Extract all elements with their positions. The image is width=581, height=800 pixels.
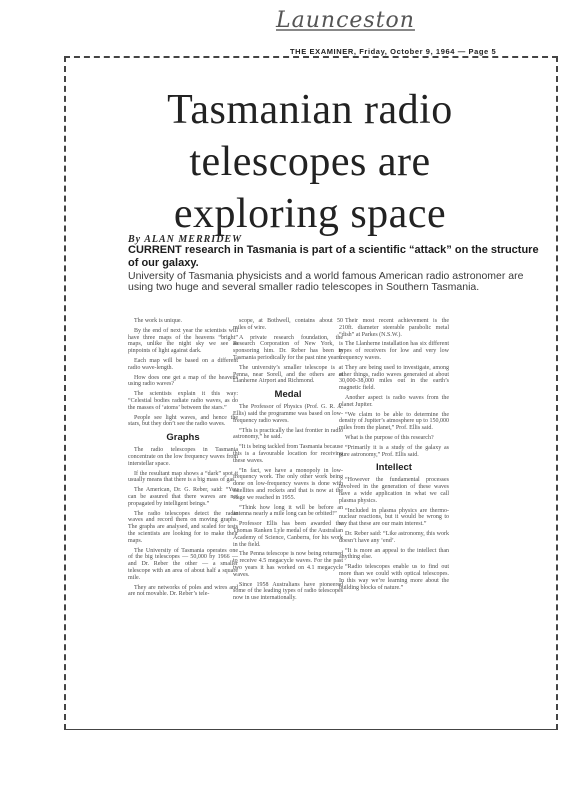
- paragraph: “However the fundamental processes involved in the generation of these waves have a wide application in what we call plasma physics.: [339, 477, 449, 504]
- paragraph: The university’s smaller telescope is at Penna, near Sorell, and the others are at Llanherne Airport and Richmond.: [233, 364, 343, 385]
- paragraph: The Llanherne installation has six different types of receivers for low and very low frequency waves.: [339, 341, 449, 361]
- paragraph: The Penna telescope is now being returned to receive 4.5 megacycle waves. For the past two years it has worked on 4.1 megacycle waves.: [233, 551, 343, 578]
- paragraph: The work is unique.: [134, 318, 182, 324]
- paragraph: scope, at Bothwell, contains about 50 miles of wire.: [233, 318, 343, 331]
- headline-line-3: exploring space: [173, 191, 447, 237]
- paragraph: The American, Dr. G. Reber, said: “You can be assured that there waves are not propagated by intelligent beings.”: [128, 487, 238, 507]
- paragraph: They are being used to investigate, among other things, radio waves generated at about 30,000-38,000 miles out in the earth’s magnetic field.: [339, 364, 449, 392]
- headline-line-1: Tasmanian radio: [167, 87, 453, 133]
- paragraph: “Think how long it will be before an antenna nearly a mile long can be orbited!”: [233, 504, 343, 518]
- paragraph: A private research foundation, the Research Corporation of New York, is sponsoring him. Dr. Reber has been in Tasmania periodically for the past nine years.: [233, 334, 343, 361]
- subheading-intellect: Intellect: [376, 462, 412, 474]
- subheading-medal: Medal: [274, 389, 302, 401]
- paragraph: “It is being tackled from Tasmania because this is a favourable location for receiving these waves.: [233, 444, 343, 464]
- paragraph: Their most recent achievement is the 210ft. diameter steerable parabolic metal “dish” at Parkes (N.S.W.).: [339, 318, 449, 338]
- headline-line-2: telescopes are: [189, 139, 431, 185]
- subheading-graphs: Graphs: [166, 432, 200, 444]
- paragraph: Dr. Reber said: “Like astronomy, this work doesn’t have any ‘end’.: [339, 530, 449, 544]
- paragraph: “This is practically the last frontier in radio astronomy,” he said.: [233, 427, 343, 441]
- paragraph: Since 1958 Australians have pioneered some of the leading types of radio telescopes now in use internationally.: [233, 581, 343, 602]
- paragraph: The radio telescopes detect the radio waves and record them on moving graphs. The graphs are analysed, and scaled for tests the scientists are looking for to make their maps.: [128, 510, 238, 544]
- paragraph: Professor Ellis has been awarded the Thomas Ranken Lyle medal of the Australian Academy of Science, Canberra, for his work in the field.: [233, 521, 343, 548]
- paragraph: They are networks of poles and wires and are not movable. Dr. Reber’s tele-: [128, 584, 238, 598]
- masthead: THE EXAMINER, Friday, October 9, 1964 — Page 5: [290, 47, 497, 56]
- article-column-1: [128, 318, 238, 601]
- paragraph: “Radio telescopes enable us to find out more than we could with optical telescopes. In this way we’re learning more about the building blocks of nature.”: [339, 564, 449, 591]
- article-column-2: [233, 318, 343, 605]
- paragraph: People see light waves, and hence the stars, but they don’t see the radio waves.: [128, 414, 238, 428]
- paragraph: What is the purpose of this research?: [345, 434, 434, 441]
- paragraph: How does one get a map of the heavens using radio waves?: [128, 374, 238, 388]
- paragraph: The scientists explain it this way: “Celestial bodies radiate radio waves, as do the masses of ‘atoms’ between the stars.”: [128, 391, 238, 411]
- paragraph: “It is more an appeal to the intellect than anything else.: [339, 547, 449, 561]
- paragraph: Another aspect is radio waves from the planet Jupiter.: [339, 394, 449, 408]
- headline: [70, 84, 550, 240]
- paragraph: “In fact, we have a monopoly in low-frequency work. The only other work being done on low-frequency waves is done with satellites and rockets and that is now at the stage we reached in 1955.: [233, 467, 343, 501]
- paragraph: By the end of next year the scientists will have three maps of the heavens “bright” maps, unlike the night sky we see as pinpoints of light against dark.: [128, 327, 238, 355]
- paragraph: “Included in plasma physics are thermo-nuclear reactions, but it would be wrong to say that these are our main interest.”: [339, 507, 449, 528]
- handwritten-label: Launceston: [276, 8, 415, 33]
- paragraph: “Primarily it is a study of the galaxy as pure astronomy,” Prof. Ellis said.: [339, 444, 449, 458]
- paragraph: Each map will be based on a different radio wave-length.: [128, 357, 238, 371]
- intro-paragraph: University of Tasmania physicists and a world famous American radio astronomer are using two huge and several smaller radio telescopes in Southern Tasmania.: [128, 270, 524, 294]
- lead-paragraph: CURRENT research in Tasmania is part of a scientific “attack” on the structure of our galaxy.: [128, 244, 539, 269]
- paragraph: The Professor of Physics (Prof. G. R. A. Ellis) said the programme was based on low-frequency radio waves.: [233, 404, 343, 424]
- article-column-3: [339, 318, 449, 594]
- paragraph: If the resultant map shows a “dark” spot it usually means that there is a big mass of gas.: [128, 470, 238, 484]
- paragraph: “We claim to be able to determine the density of Jupiter’s atmosphere up to 150,000 miles from the planet,” Prof. Ellis said.: [339, 411, 449, 432]
- paragraph: The University of Tasmania operates one of the big telescopes — 50,000 by 1966 — and Dr. Reber the other — a smaller telescope with an area of about half a square mile.: [128, 547, 238, 581]
- paragraph: The radio telescopes in Tasmania concentrate on the low frequency waves from interstellar space.: [128, 447, 238, 467]
- byline: By ALAN MERRIDEW: [128, 234, 242, 245]
